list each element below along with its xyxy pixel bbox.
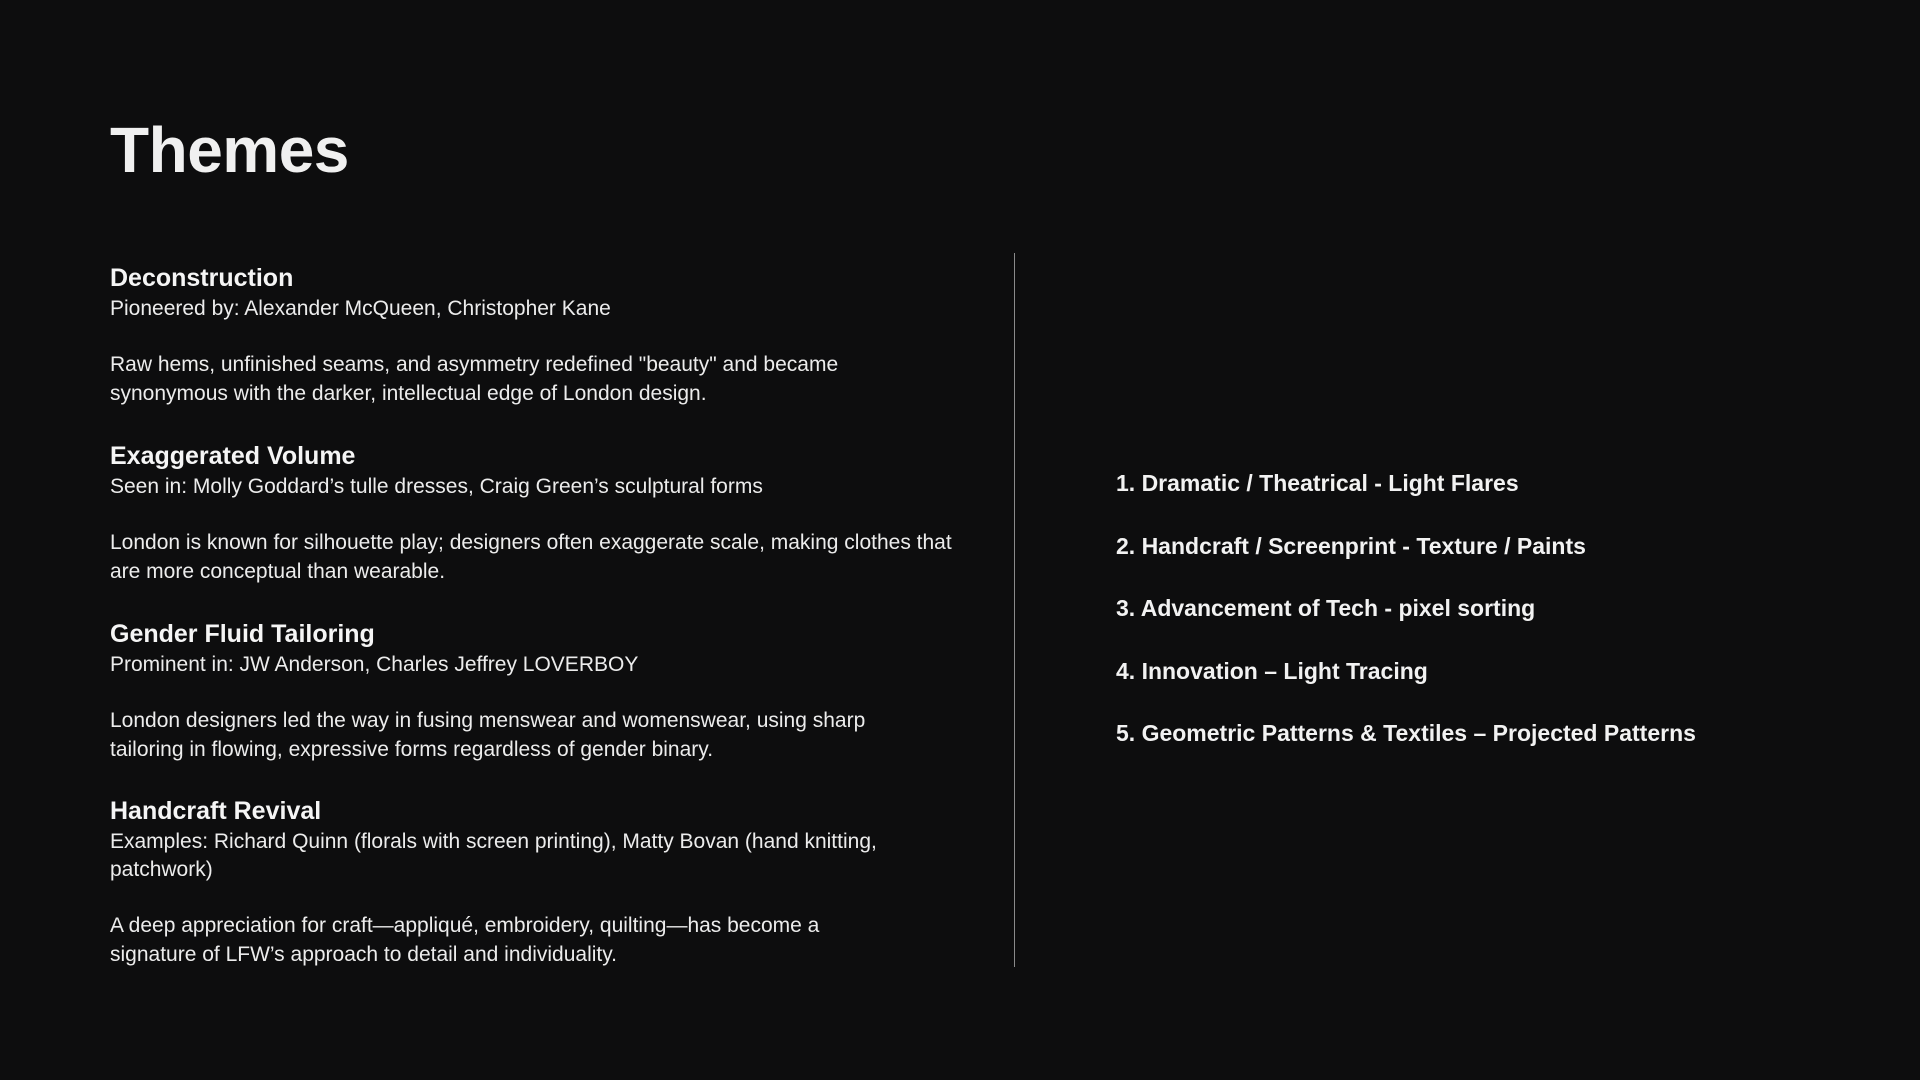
- theme-subtitle: Examples: Richard Quinn (florals with screen printing), Matty Bovan (hand knitting, patchwork): [110, 830, 877, 881]
- slide-title: Themes: [110, 114, 349, 186]
- theme-description: London designers led the way in fusing menswear and womenswear, using sharp tailoring in flowing, expressive forms regardless of gender binary.: [110, 709, 866, 761]
- list-item: 5. Geometric Patterns & Textiles – Projected Patterns: [1116, 720, 1696, 746]
- theme-subtitle: Prominent in: JW Anderson, Charles Jeffrey LOVERBOY: [110, 653, 639, 676]
- theme-description: Raw hems, unfinished seams, and asymmetry redefined "beauty" and became synonymous with the darker, intellectual edge of London design.: [110, 353, 839, 405]
- theme-deconstruction: [110, 261, 910, 408]
- list-item: 4. Innovation – Light Tracing: [1116, 657, 1428, 684]
- theme-heading: Handcraft Revival: [110, 797, 322, 825]
- theme-exaggerated-volume: [110, 439, 970, 586]
- theme-subtitle: Pioneered by: Alexander McQueen, Christopher Kane: [110, 297, 611, 320]
- list-item: 1. Dramatic / Theatrical - Light Flares: [1116, 470, 1519, 496]
- theme-description: London is known for silhouette play; designers often exaggerate scale, making clothes that are more conceptual than wearable.: [110, 531, 952, 583]
- theme-handcraft-revival: [110, 794, 950, 969]
- theme-gender-fluid-tailoring: [110, 617, 930, 764]
- theme-description: A deep appreciation for craft—appliqué, embroidery, quilting—has become a signature of LFW’s approach to detail and individuality.: [110, 914, 820, 966]
- vertical-divider: [1014, 253, 1015, 967]
- theme-heading: Exaggerated Volume: [110, 442, 356, 470]
- theme-subtitle: Seen in: Molly Goddard’s tulle dresses, Craig Green’s sculptural forms: [110, 475, 763, 498]
- numbered-list: [1116, 467, 1876, 780]
- list-item: 2. Handcraft / Screenprint - Texture / Paints: [1116, 532, 1586, 559]
- theme-heading: Gender Fluid Tailoring: [110, 620, 375, 648]
- list-item: 3. Advancement of Tech - pixel sorting: [1116, 595, 1536, 621]
- theme-heading: Deconstruction: [110, 264, 294, 292]
